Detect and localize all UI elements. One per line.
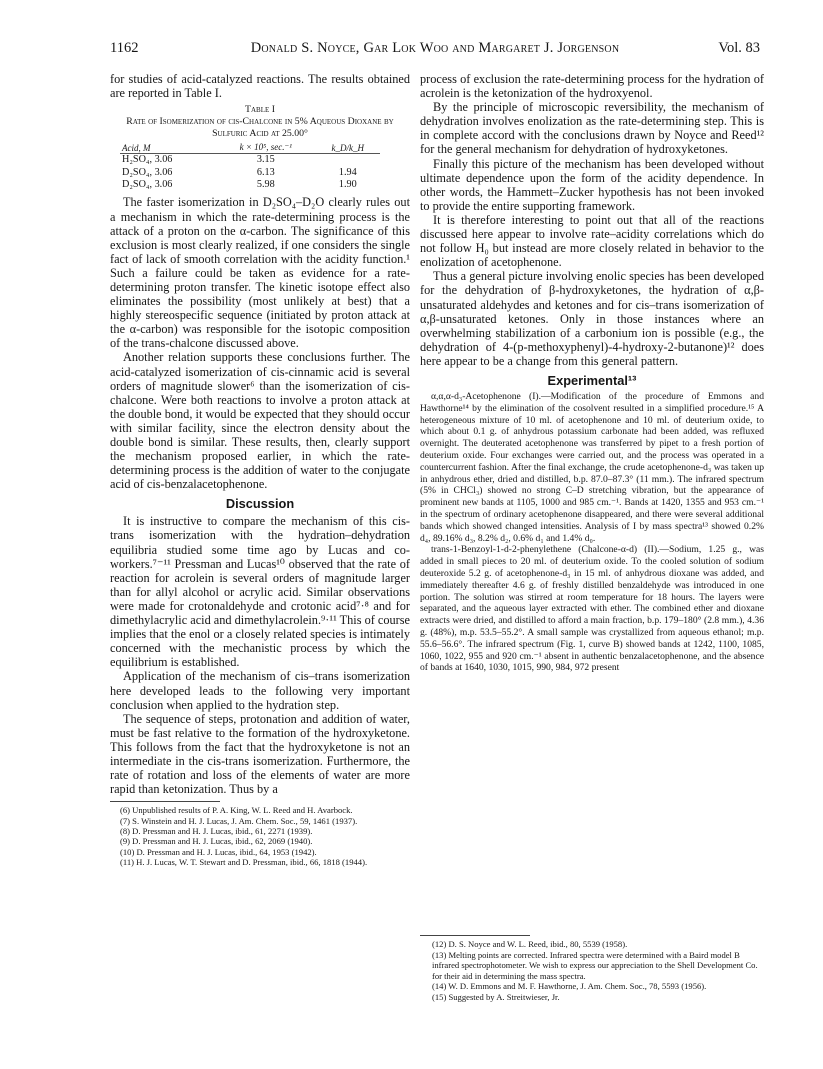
page-number: 1162 bbox=[110, 40, 139, 56]
volume-label: Vol. 83 bbox=[718, 40, 760, 56]
experimental-section bbox=[420, 391, 764, 674]
right-column bbox=[420, 72, 764, 674]
table-cell: 1.94 bbox=[338, 166, 357, 178]
body-paragraph: Thus a general picture involving enolic species has been developed for the dehydration of β-hydroxyketones, the hydration of α,β-unsaturated aldehydes and ketones and for cis–trans isomerization of α,β-unsaturated ketones. Only in those instances where an overwhelming stabilization of a carbonium ion is possible (e.g., the dehydration of 4-(p-methoxyphenyl)-4-hydroxy-2-butanone)¹² does here appear to be a change from this general pattern. bbox=[420, 269, 764, 368]
table-cell: D₂SO₄, 3.06 bbox=[122, 179, 173, 190]
rate-table bbox=[120, 142, 380, 191]
table-description: Rate of Isomerization of cis-Chalcone in 5% Aqueous Dioxane by Sulfuric Acid at 25.00° bbox=[126, 116, 394, 140]
right-footnotes bbox=[420, 930, 764, 1003]
table-row bbox=[120, 154, 380, 167]
table-cell bbox=[316, 154, 380, 167]
footnote: (10) D. Pressman and H. J. Lucas, ibid., 64, 1953 (1942). bbox=[120, 846, 317, 857]
table-label: Table I bbox=[245, 104, 275, 116]
body-paragraph: Another relation supports these conclusions further. The acid-catalyzed isomerization of cis-cinnamic acid is several orders of magnitude slower⁶ than the isomerization of cis-chalcone. Were both reactions to involve a proton attack at the double bond, it would be expected that they should occur with similar facility, since the electron density about the double bond is similar. These results, then, clearly support the mechanism proposed earlier, in which the rate-determining process is the addition of water to the conjugate acid of cis-benzalacetophenone. bbox=[110, 350, 410, 492]
experimental-paragraph: α,α,α-d₃-Acetophenone (I).—Modification of the procedure of Emmons and Hawthorne¹⁴ by the elimination of the cosolvent resulted in a simplified procedure.¹⁵ A heterogeneous mixture of 10 ml. of acetophenone and 10 ml. of deuterium oxide, to which about 0.1 g. of anhydrous potassium carbonate had been added, was refluxed overnight. The deuterated acetophenone was transferred by pipet to a fresh portion of deuterium oxide. Four exchanges were carried out, and the process was operated in a countercurrent fashion. After the final exchange, the crude acetophenone-d₃ was taken up in anhydrous ether, dried and distilled, b.p. 87.0–87.3° (11 mm.). The infrared spectrum (5% in CHCl₃) showed no strong C–D stretching vibration, but the appearance of prominent new bands at 1105, 1000 and 985 cm.⁻¹. Bands at 1420, 1355 and 953 cm.⁻¹ in the spectrum of ordinary acetophenone disappeared, and there were several additional bands which showed changed intensities. Analysis of I by mass spectra¹³ showed 0.2% d₄, 89.16% d₃, 8.2% d₂, 0.6% d₁ and 1.4% d₀. bbox=[420, 390, 764, 544]
body-paragraph: It is instructive to compare the mechanism of this cis-trans isomerization with the hydration–dehydration equilibria studied some time ago by Lucas and co-workers.⁷⁻¹¹ Pressman and Lucas¹⁰ observed that the rate of reaction for acrolein is several orders of magnitude larger than for allyl alcohol or acrylic acid. Similar observations were made for crotonaldehyde and crotonic acid⁷·⁸ and for dimethylacrylic acid and dimethylacrolein.⁹·¹¹ This of course implies that the enol or a closely related species is intimately concerned with the mechanistic process by which the equilibrium is established. bbox=[110, 514, 410, 670]
footnote-rule bbox=[110, 801, 220, 802]
table-row bbox=[120, 179, 380, 191]
left-footnotes bbox=[110, 805, 410, 867]
table-header-row bbox=[120, 142, 380, 154]
table-cell: 5.98 bbox=[256, 179, 275, 190]
footnote: (11) H. J. Lucas, W. T. Stewart and D. Pressman, ibid., 66, 1818 (1944). bbox=[120, 857, 368, 868]
table-row bbox=[120, 167, 380, 179]
table-cell: D₂SO₄, 3.06 bbox=[122, 166, 173, 178]
footnote: (14) W. D. Emmons and M. F. Hawthorne, J. Am. Chem. Soc., 78, 5593 (1956). bbox=[432, 981, 707, 992]
footnote: (13) Melting points are corrected. Infrared spectra were determined with a Baird model B infrared spectrophotometer. We wish to express our appreciation to the Shell Development Co. for their aid in determining the mass spectra. bbox=[432, 949, 758, 981]
discussion-heading: Discussion bbox=[225, 496, 295, 512]
table-header-ratio: k_D/k_H bbox=[316, 142, 380, 154]
footnote: (15) Suggested by A. Streitwieser, Jr. bbox=[432, 991, 560, 1002]
table-cell: 1.90 bbox=[338, 179, 357, 190]
body-paragraph: The sequence of steps, protonation and addition of water, must be fast relative to the formation of the hydroxyketone. This follows from the fact that the hydroxyketone is not an intermediate in the cis-trans isomerization. Furthermore, the rate of rotation and loss of the elements of water are more rapid than ketonization. Thus by a bbox=[110, 711, 410, 797]
footnote-rule bbox=[420, 935, 530, 936]
experimental-heading: Experimental¹³ bbox=[547, 372, 637, 388]
body-paragraph: It is therefore interesting to point out that all of the reactions discussed here appear to involve rate–acidity correlations which do not follow H₀ but instead are more closely related in behavior to the enolization of acetophenone. bbox=[420, 212, 764, 270]
footnote: (8) D. Pressman and H. J. Lucas, ibid., 61, 2271 (1939). bbox=[120, 826, 313, 837]
footnote: (12) D. S. Noyce and W. L. Reed, ibid., 80, 5539 (1958). bbox=[432, 939, 628, 949]
left-column bbox=[110, 72, 410, 868]
experimental-paragraph: trans-1-Benzoyl-1-d-2-phenylethene (Chalcone-α-d) (II).—Sodium, 1.25 g., was added in small pieces to 20 ml. of deuterium oxide. To the cooled solution of sodium deuteroxide 5.2 g. of acetophenone-d₃ in 15 ml. of anhydrous dioxane was added, and immediately thereafter 4.6 g. of freshly distilled benzaldehyde was introduced in one portion. The solution was stirred at room temperature for 18 hours. The layers were separated, and the aqueous layer extracted with ether. The combined ether and dioxane extracts were dried, and distilled to afford a main fraction, b.p. 179–180° (2.8 mm.), 4.36 g. (48%), m.p. 53.5–55.2°. A small sample was crystallized from aqueous ethanol; m.p. 55.6–56.6°. The infrared spectrum (Fig. 1, curve B) showed bands at 1242, 1100, 1085, 1060, 1022, 955 and 920 cm.⁻¹ absent in authentic benzalacetophenone, and the absence of bands at 1640, 1030, 1015, 990, 984, 972 present bbox=[420, 544, 764, 674]
body-paragraph: Application of the mechanism of cis–trans isomerization here developed leads to the following very important conclusion when applied to the hydration step. bbox=[110, 669, 410, 712]
table-caption bbox=[110, 104, 410, 140]
footnote: (6) Unpublished results of P. A. King, W. L. Reed and H. Avarbock. bbox=[120, 805, 353, 816]
running-authors: Donald S. Noyce, Gar Lok Woo and Margaret J. Jorgenson bbox=[250, 40, 620, 56]
page-header bbox=[110, 40, 760, 62]
table-cell: H₂SO₄, 3.06 bbox=[122, 154, 173, 166]
body-paragraph: The faster isomerization in D₂SO₄–D₂O clearly rules out a mechanism in which the rate-determining process is the attack of a proton on the α-carbon. The significance of this exclusion is most clearly realized, if one considers the single fact of lack of smooth correlation with the acidity function.¹ Such a failure could be taken as evidence for a rate-determining proton transfer. The kinetic isotope effect also eliminates the possibility (most unlikely at best) that a highly stereospecific sequence (initiated by proton attack at the α-carbon) was responsible for the isotopic composition of the trans-chalcone discussed above. bbox=[110, 195, 410, 351]
body-paragraph: process of exclusion the rate-determining process for the hydration of acrolein is the ketonization of the hydroxyenol. bbox=[420, 72, 764, 101]
footnote: (7) S. Winstein and H. J. Lucas, J. Am. Chem. Soc., 59, 1461 (1937). bbox=[120, 815, 358, 826]
body-paragraph: Finally this picture of the mechanism has been developed without ultimate dependence upon the form of the acidity dependence. In other words, the Hammett–Zucker hypothesis has not been invoked to provide the entire supporting framework. bbox=[420, 156, 764, 213]
intro-paragraph: for studies of acid-catalyzed reactions. The results obtained are reported in Table I. bbox=[110, 72, 410, 101]
body-paragraph: By the principle of microscopic reversibility, the mechanism of dehydration involves enolization as the rate-determining step. This is in complete accord with the conclusions drawn by Noyce and Reed¹² for the general mechanism for dehydration of hydroxyketones. bbox=[420, 100, 764, 157]
table-header-acid: Acid, M bbox=[120, 142, 216, 154]
table-header-k: k × 10⁵, sec.⁻¹ bbox=[216, 142, 316, 154]
table-cell: 3.15 bbox=[256, 154, 275, 166]
footnote: (9) D. Pressman and H. J. Lucas, ibid., 62, 2069 (1940). bbox=[120, 836, 313, 847]
table-cell: 6.13 bbox=[256, 166, 275, 178]
